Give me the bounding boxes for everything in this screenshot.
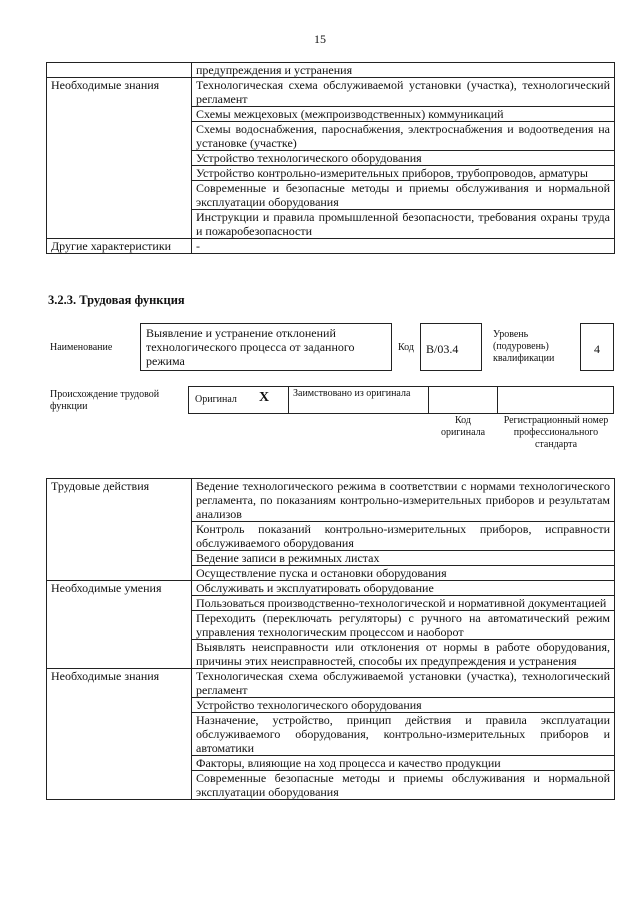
knowledge-table-continued — [46, 62, 615, 254]
skill-item: Обслуживать и эксплуатировать оборудование — [192, 581, 615, 596]
empty-label-cell — [47, 63, 192, 78]
section-title: 3.2.3. Трудовая функция — [48, 293, 185, 307]
knowledge-item: Схемы межцеховых (межпроизводственных) коммуникаций — [192, 107, 615, 122]
table-row — [47, 581, 615, 596]
knowledge-item: Технологическая схема обслуживаемой установки (участка), технологический регламент — [192, 669, 615, 698]
code-origin-caption: Код оригинала — [440, 415, 486, 438]
action-item: Ведение технологического режима в соответствии с нормами технологического регламента, по показаниям контрольно-измерительных приборов и результатам анализов — [192, 479, 615, 522]
action-item: Ведение записи в режимных листах — [192, 551, 615, 566]
knowledge-item: Современные и безопасные методы и приемы обслуживания и нормальной эксплуатации оборудования — [192, 181, 615, 210]
other-label: Другие характеристики — [47, 239, 192, 254]
page-number: 15 — [314, 32, 326, 46]
origin-divider — [497, 386, 498, 414]
table-row — [47, 63, 615, 78]
level-value-box — [580, 323, 614, 371]
skills-label: Необходимые умения — [47, 581, 192, 669]
skill-item: Выявлять неисправности или отклонения от нормы в работе оборудования, причины этих неисправностей, способы их предупреждения и устранения — [192, 640, 615, 669]
table-row — [47, 239, 615, 254]
skill-item: Пользоваться производственно-технологической и нормативной документацией — [192, 596, 615, 611]
name-label: Наименование — [50, 342, 113, 353]
code-label: Код — [398, 342, 414, 353]
knowledge-label: Необходимые знания — [47, 669, 192, 800]
origin-divider — [428, 386, 429, 414]
action-item: Контроль показаний контрольно-измерительных приборов, исправности обслуживаемого оборудования — [192, 522, 615, 551]
knowledge-item: Устройство технологического оборудования — [192, 698, 615, 713]
level-value: 4 — [594, 342, 600, 356]
reg-number-caption: Регистрационный номер профессионального стандарта — [503, 415, 609, 450]
code-value-box — [420, 323, 482, 371]
borrowed-label: Заимствовано из оригинала — [293, 388, 411, 399]
knowledge-item: Назначение, устройство, принцип действия и правила эксплуатации обслуживаемого оборудования, контрольно-измерительных приборов и автоматики — [192, 713, 615, 756]
table-row — [47, 78, 615, 107]
knowledge-item: Схемы водоснабжения, пароснабжения, электроснабжения и водоотведения на установке (участке) — [192, 122, 615, 151]
knowledge-item: Устройство технологического оборудования — [192, 151, 615, 166]
knowledge-item: Устройство контрольно-измерительных приборов, трубопроводов, арматуры — [192, 166, 615, 181]
knowledge-item: Технологическая схема обслуживаемой установки (участка), технологический регламент — [192, 78, 615, 107]
knowledge-item: Факторы, влияющие на ход процесса и качество продукции — [192, 756, 615, 771]
knowledge-label: Необходимые знания — [47, 78, 192, 239]
origin-divider — [288, 386, 289, 414]
knowledge-item: Инструкции и правила промышленной безопасности, требования охраны труда и пожаробезопасности — [192, 210, 615, 239]
name-value-box — [140, 323, 392, 371]
other-value: - — [192, 239, 615, 254]
action-item: Осуществление пуска и остановки оборудования — [192, 566, 615, 581]
labor-function-table — [46, 478, 615, 800]
continuation-cell: предупреждения и устранения — [192, 63, 615, 78]
actions-label: Трудовые действия — [47, 479, 192, 581]
original-label: Оригинал — [195, 394, 237, 405]
knowledge-item: Современные безопасные методы и приемы обслуживания и нормальной эксплуатации оборудования — [192, 771, 615, 800]
table-row — [47, 479, 615, 522]
skill-item: Переходить (переключать регуляторы) с ручного на автоматический режим управления технологическим процессом и наоборот — [192, 611, 615, 640]
level-label: Уровень (подуровень) квалификации — [493, 329, 555, 364]
origin-label: Происхождение трудовой функции — [50, 389, 160, 412]
name-value: Выявление и устранение отклонений технологического процесса от заданного режима — [146, 326, 355, 368]
table-row — [47, 669, 615, 698]
original-mark: X — [259, 390, 270, 405]
code-value: B/03.4 — [426, 342, 459, 356]
